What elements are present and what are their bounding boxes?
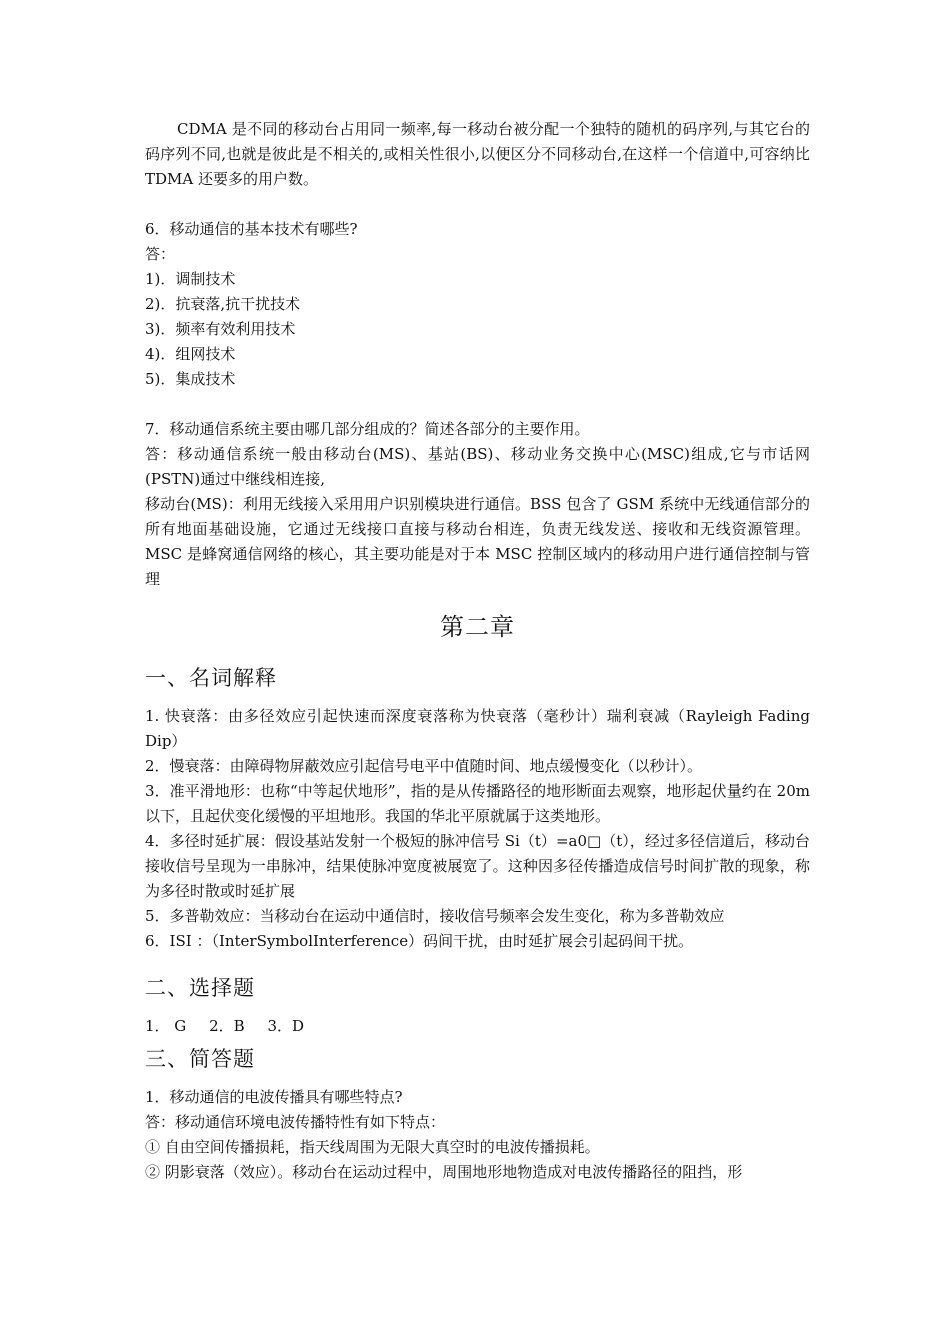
section-heading-terms: 一、名词解释	[145, 666, 277, 690]
question-6: 6．移动通信的基本技术有哪些?	[145, 220, 358, 238]
term-item: 6．ISI ：（InterSymbolInterference）码间干扰，由时延扩展会引起码间干扰。	[145, 932, 694, 950]
answer-7-detail: 移动台(MS)：利用无线接入采用用户识别模块进行通信。BSS 包含了 GSM 系统中无线通信部分的所有地面基础设施，它通过无线接口直接与移动台相连，负责无线发送、接收和无线资源管理。MSC 是蜂窝通信网络的核心，其主要功能是对于本 MSC 控制区域内的移动用户进行通信控制与管理	[145, 495, 810, 588]
spacer	[145, 392, 810, 417]
chapter-title: 第二章	[440, 613, 515, 641]
document-page	[145, 117, 810, 1185]
section-heading-choice: 二、选择题	[145, 976, 255, 1000]
list-item: 3)．频率有效利用技术	[145, 320, 296, 338]
list-item: 4)．组网技术	[145, 345, 236, 363]
term-item: 5．多普勒效应：当移动台在运动中通信时，接收信号频率会发生变化，称为多普勒效应	[145, 907, 725, 925]
answer-label: 答：	[145, 245, 176, 263]
answer-7: 答：移动通信系统一般由移动台(MS)、基站(BS)、移动业务交换中心(MSC)组成,它与市话网(PSTN)通过中继线相连接,	[145, 445, 810, 488]
term-item: 4．多径时延扩展：假设基站发射一个极短的脉冲信号 Si（t）=a0□（t），经过多径信道后，移动台接收信号呈现为一串脉冲，结果使脉冲宽度被展宽了。这种因多径传播造成信号时间扩散的现象，称为多径时散或时延扩展	[145, 832, 810, 900]
choice-answer: 3．D	[267, 1017, 305, 1035]
section-heading-short: 三、简答题	[145, 1047, 255, 1071]
term-item: 3．准平滑地形：也称“中等起伏地形”，指的是从传播路径的地形断面去观察，地形起伏量约在 20m 以下，且起伏变化缓慢的平坦地形。我国的华北平原就属于这类地形。	[145, 782, 810, 825]
choice-answer: 1． G	[145, 1017, 187, 1035]
list-item: 5)．集成技术	[145, 370, 236, 388]
spacer	[145, 192, 810, 217]
short-answer-intro: 答：移动通信环境电波传播特性有如下特点：	[145, 1113, 446, 1131]
list-item: 1)．调制技术	[145, 270, 236, 288]
term-item: 1. 快衰落：由多径效应引起快速而深度衰落称为快衰落（毫秒计）瑞利衰减（Rayleigh Fading Dip）	[145, 707, 810, 750]
term-item: 2．慢衰落：由障碍物屏蔽效应引起信号电平中值随时间、地点缓慢变化（以秒计）。	[145, 757, 703, 775]
list-item: 2)．抗衰落,抗干扰技术	[145, 295, 301, 313]
list-item: ① 自由空间传播损耗，指天线周围为无限大真空时的电波传播损耗。	[145, 1138, 600, 1156]
cdma-paragraph: CDMA 是不同的移动台占用同一频率,每一移动台被分配一个独特的随机的码序列,与其它台的码序列不同,也就是彼此是不相关的,或相关性很小,以便区分不同移动台,在这样一个信道中,可容纳比 TDMA 还要多的用户数。	[145, 120, 810, 188]
question-7: 7．移动通信系统主要由哪几部分组成的？简述各部分的主要作用。	[145, 420, 590, 438]
list-item: ② 阴影衰落（效应）。移动台在运动过程中，周围地形地物造成对电波传播路径的阻挡，形	[145, 1163, 743, 1181]
choice-answer: 2．B	[209, 1017, 245, 1035]
choice-answers	[145, 1014, 810, 1039]
short-question: 1．移动通信的电波传播具有哪些特点?	[145, 1088, 403, 1106]
